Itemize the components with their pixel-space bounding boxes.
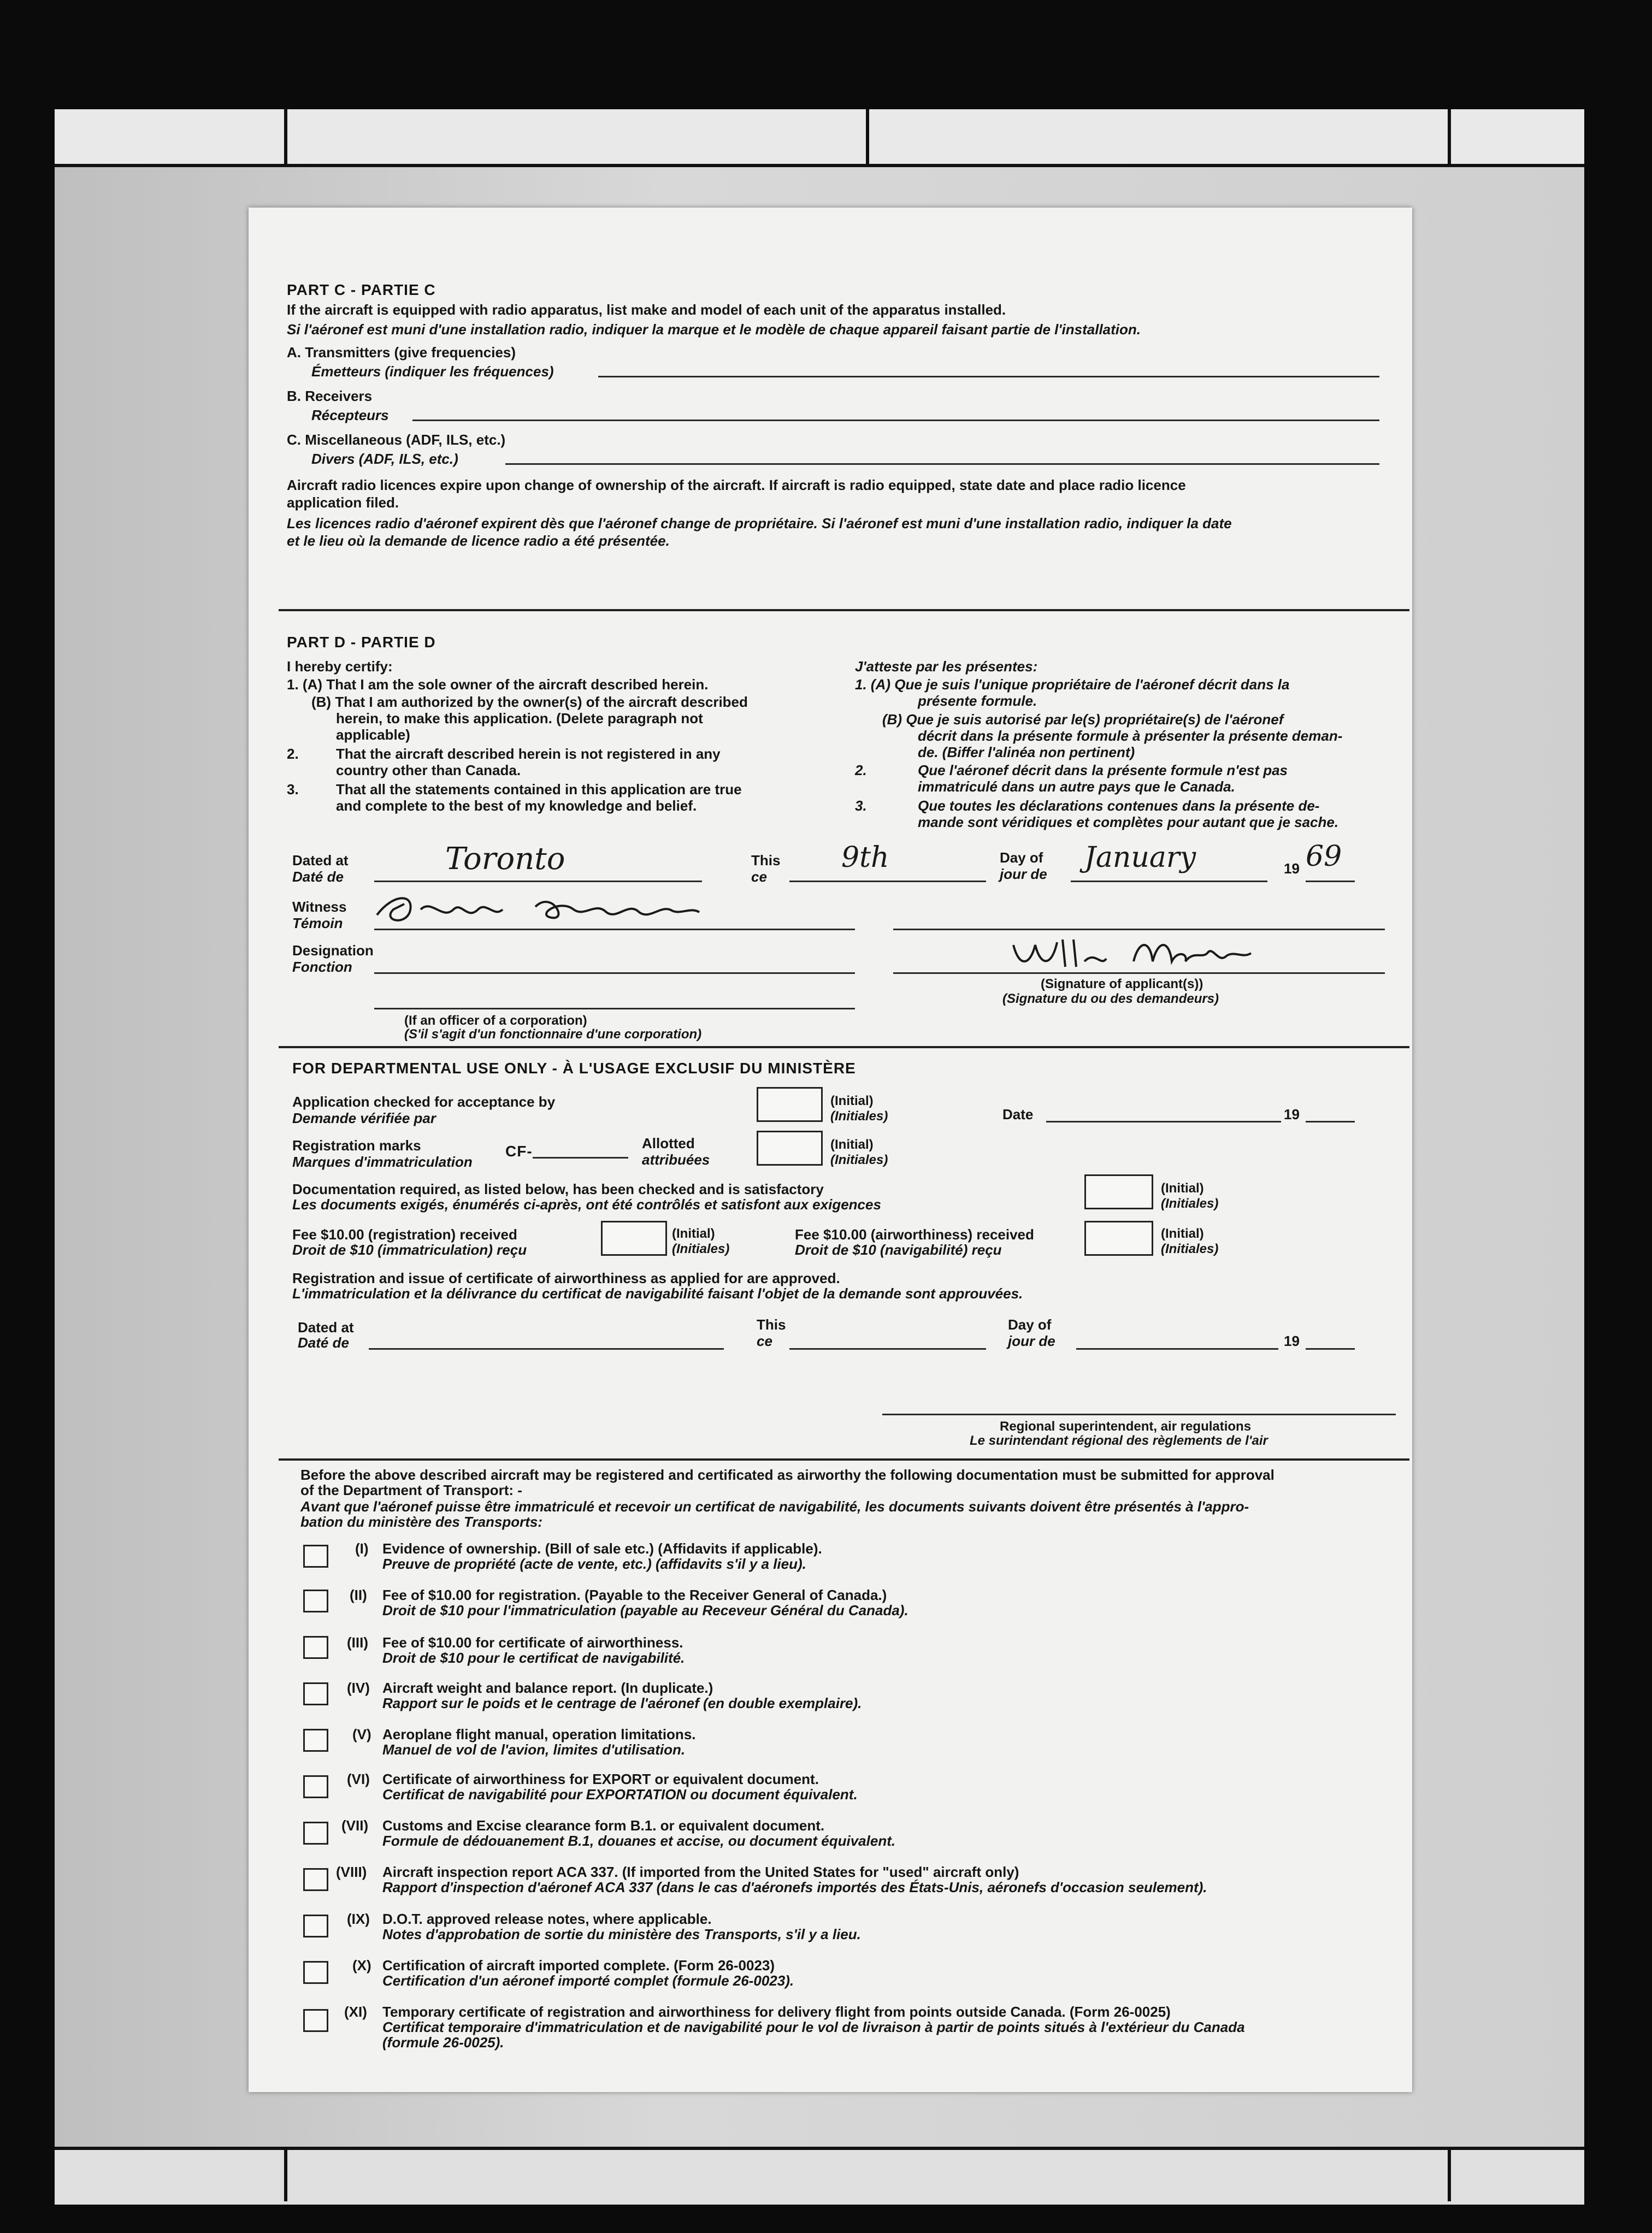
- misc-label-fr: Divers (ADF, ILS, etc.): [311, 451, 458, 467]
- licence-note-en-2: application filed.: [287, 494, 399, 511]
- dept-this-label-fr: ce: [757, 1333, 772, 1349]
- dept-dated-field[interactable]: [369, 1348, 724, 1350]
- dated-at-field[interactable]: [374, 881, 702, 882]
- doc-fr-ix: Notes d'approbation de sortie du ministère des Transports, s'il y a lieu.: [382, 1926, 861, 1942]
- cert-en-5: That the aircraft described herein is not registered in any: [336, 746, 721, 762]
- initial-label-fr: (Initiales): [1161, 1196, 1219, 1211]
- dept-month-field[interactable]: [1076, 1348, 1278, 1350]
- doc-en-x: Certification of aircraft imported complete. (Form 26-0023): [382, 1957, 775, 1974]
- fee-reg-label: Fee $10.00 (registration) received: [292, 1226, 517, 1243]
- doc-checkbox-viii[interactable]: [303, 1868, 328, 1891]
- dept-dated-label: Dated at: [298, 1319, 354, 1336]
- witness-signature: [371, 888, 710, 931]
- initial-label: (Initial): [830, 1137, 874, 1152]
- this-day-value: 9th: [841, 841, 889, 874]
- year-field[interactable]: [1306, 881, 1355, 882]
- checked-year: 19: [1284, 1106, 1300, 1123]
- doc-en-ix: D.O.T. approved release notes, where applicable.: [382, 1911, 712, 1927]
- receivers-field[interactable]: [412, 420, 1379, 421]
- fee-air-initial-box[interactable]: [1084, 1221, 1153, 1256]
- doc-fr-x: Certification d'un aéronef importé complet (formule 26-0023).: [382, 1972, 794, 1989]
- initial-label: (Initial): [830, 1094, 874, 1108]
- doc-en-xi: Temporary certificate of registration and airworthiness for delivery flight from points outside Canada. (Form 26-0025): [382, 2004, 1171, 2020]
- doc-num-viii: (VIII): [336, 1864, 367, 1880]
- cert-en-7: That all the statements contained in this application are true: [336, 781, 742, 798]
- doc-checkbox-vii[interactable]: [303, 1822, 328, 1845]
- witness-label-fr: Témoin: [292, 915, 343, 931]
- fee-reg-label-fr: Droit de $10 (immatriculation) reçu: [292, 1242, 527, 1258]
- approved-fr: L'immatriculation et la délivrance du certificat de navigabilité faisant l'objet de la demande sont approuvées.: [292, 1285, 1023, 1302]
- doc-en-ii: Fee of $10.00 for registration. (Payable to the Receiver General of Canada.): [382, 1587, 887, 1603]
- doc-checkbox-i[interactable]: [303, 1545, 328, 1568]
- docs-checked-label-fr: Les documents exigés, énumérés ci-après, ont été contrôlés et satisfont aux exigences: [292, 1196, 881, 1213]
- cert-en-3: herein, to make this application. (Delete paragraph not: [336, 710, 703, 726]
- doc-num-v: (V): [352, 1726, 371, 1742]
- initial-label-fr: (Initiales): [1161, 1242, 1219, 1256]
- cf-prefix: CF-: [505, 1143, 533, 1160]
- day-of-label: Day of: [1000, 849, 1043, 866]
- fee-reg-initial-box[interactable]: [601, 1221, 667, 1256]
- dated-at-label-fr: Daté de: [292, 869, 344, 885]
- licence-note-fr-2: et le lieu où la demande de licence radio a été présentée.: [287, 533, 670, 549]
- cert-en-1: 1. (A) That I am the sole owner of the aircraft described herein.: [287, 676, 709, 693]
- cert-fr-5: de. (Biffer l'alinéa non pertinent): [918, 744, 1135, 760]
- marks-label-fr: Marques d'immatriculation: [292, 1154, 473, 1170]
- docs-initial-box[interactable]: [1084, 1174, 1153, 1209]
- doc-en-i: Evidence of ownership. (Bill of sale etc.) (Affidavits if applicable).: [382, 1540, 822, 1557]
- initial-label-fr: (Initiales): [830, 1153, 888, 1167]
- marks-label: Registration marks: [292, 1137, 421, 1154]
- officer-caption-fr: (S'il s'agit d'un fonctionnaire d'une corporation): [404, 1027, 702, 1042]
- year-value: 69: [1306, 840, 1342, 873]
- doc-num-xi: (XI): [344, 2004, 367, 2020]
- doc-checkbox-ii[interactable]: [303, 1590, 328, 1612]
- doc-checkbox-iii[interactable]: [303, 1636, 328, 1659]
- doc-num-ix: (IX): [347, 1911, 370, 1927]
- doc-num-i: (I): [355, 1540, 369, 1557]
- doc-checkbox-xi[interactable]: [303, 2009, 328, 2032]
- fee-air-label: Fee $10.00 (airworthiness) received: [795, 1226, 1034, 1243]
- cert-fr-1: 1. (A) Que je suis l'unique propriétaire de l'aéronef décrit dans la: [855, 676, 1290, 693]
- doc-en-vi: Certificate of airworthiness for EXPORT or equivalent document.: [382, 1771, 819, 1787]
- allotted-label-fr: attribuées: [642, 1151, 710, 1168]
- doc-num-vi: (VI): [347, 1771, 370, 1787]
- doc-en-v: Aeroplane flight manual, operation limitations.: [382, 1726, 696, 1742]
- designation-label: Designation: [292, 942, 374, 959]
- docs-intro-fr-2: bation du ministère des Transports:: [300, 1514, 543, 1530]
- doc-fr-vii: Formule de dédouanement B.1, douanes et accise, ou document équivalent.: [382, 1833, 896, 1849]
- cert-en-8: and complete to the best of my knowledge and belief.: [336, 798, 697, 814]
- fee-air-label-fr: Droit de $10 (navigabilité) reçu: [795, 1242, 1002, 1258]
- cert-en-num2: 2.: [287, 746, 299, 762]
- transmitters-label: A. Transmitters (give frequencies): [287, 344, 516, 361]
- doc-en-iv: Aircraft weight and balance report. (In duplicate.): [382, 1680, 713, 1696]
- checked-year-field[interactable]: [1306, 1121, 1355, 1123]
- doc-checkbox-vi[interactable]: [303, 1775, 328, 1798]
- licence-note-en-1: Aircraft radio licences expire upon change of ownership of the aircraft. If aircraft is radio equipped, state date and place radio licence: [287, 477, 1186, 493]
- frame-divider: [1448, 109, 1451, 164]
- cert-fr-9: mande sont véridiques et complètes pour autant que je sache.: [918, 814, 1339, 830]
- dept-this-label: This: [757, 1316, 786, 1333]
- cert-en-num3: 3.: [287, 781, 299, 798]
- cert-en-4: applicable): [336, 726, 410, 743]
- receivers-label-fr: Récepteurs: [311, 407, 389, 423]
- section-divider: [279, 1046, 1409, 1048]
- doc-num-x: (X): [352, 1957, 371, 1974]
- approved-en: Registration and issue of certificate of airworthiness as applied for are approved.: [292, 1270, 840, 1286]
- doc-fr-i: Preuve de propriété (acte de vente, etc.) (affidavits s'il y a lieu).: [382, 1556, 806, 1572]
- doc-num-iii: (III): [347, 1634, 368, 1651]
- dept-heading: FOR DEPARTMENTAL USE ONLY - À L'USAGE EXCLUSIF DU MINISTÈRE: [292, 1060, 856, 1077]
- month-field[interactable]: [1071, 881, 1267, 882]
- part-c-intro-en: If the aircraft is equipped with radio apparatus, list make and model of each unit of the apparatus installed.: [287, 302, 1006, 318]
- dated-at-label: Dated at: [292, 852, 349, 869]
- month-value: January: [1084, 841, 1196, 874]
- initial-label: (Initial): [1161, 1226, 1204, 1241]
- doc-fr-iv: Rapport sur le poids et le centrage de l'aéronef (en double exemplaire).: [382, 1695, 862, 1711]
- signature-caption-fr: (Signature du ou des demandeurs): [1002, 991, 1219, 1006]
- dept-day-label-fr: jour de: [1008, 1333, 1055, 1349]
- checked-date-field[interactable]: [1046, 1121, 1281, 1123]
- checked-initial-box[interactable]: [757, 1087, 823, 1122]
- initial-label: (Initial): [672, 1226, 715, 1241]
- doc-en-iii: Fee of $10.00 for certificate of airworthiness.: [382, 1634, 683, 1651]
- section-divider: [279, 1458, 1409, 1461]
- doc-fr-vi: Certificat de navigabilité pour EXPORTATION ou document équivalent.: [382, 1786, 858, 1803]
- officer-caption-en: (If an officer of a corporation): [404, 1013, 587, 1028]
- date-label: Date: [1002, 1106, 1034, 1123]
- section-divider: [279, 609, 1409, 611]
- signature-caption-en: (Signature of applicant(s)): [1041, 977, 1203, 991]
- cert-fr-2: présente formule.: [918, 693, 1037, 709]
- misc-label: C. Miscellaneous (ADF, ILS, etc.): [287, 432, 506, 448]
- designation-label-fr: Fonction: [292, 959, 352, 975]
- doc-fr-viii: Rapport d'inspection d'aéronef ACA 337 (dans le cas d'aéronefs importés des États-Unis, aéronefs d'occasion seulement).: [382, 1879, 1207, 1895]
- doc-fr-v: Manuel de vol de l'avion, limites d'utilisation.: [382, 1741, 686, 1758]
- doc-checkbox-ix[interactable]: [303, 1915, 328, 1937]
- year-prefix: 19: [1284, 860, 1300, 877]
- cert-fr-8: Que toutes les déclarations contenues dans la présente de-: [918, 798, 1320, 814]
- doc-num-vii: (VII): [341, 1817, 369, 1834]
- receivers-label: B. Receivers: [287, 388, 373, 404]
- designation-field[interactable]: [374, 972, 855, 974]
- cert-en-2: (B) That I am authorized by the owner(s) of the aircraft described: [311, 694, 748, 710]
- cert-fr-num3: 3.: [855, 798, 867, 814]
- docs-intro-en-1: Before the above described aircraft may be registered and certificated as airworthy the following documentation must be submitted for approval: [300, 1467, 1275, 1483]
- superintendent-caption-fr: Le surintendant régional des règlements de l'air: [970, 1433, 1268, 1448]
- doc-checkbox-iv[interactable]: [303, 1682, 328, 1705]
- checked-label: Application checked for acceptance by: [292, 1094, 556, 1110]
- checked-label-fr: Demande vérifiée par: [292, 1110, 436, 1126]
- initial-label-fr: (Initiales): [830, 1109, 888, 1124]
- dept-year: 19: [1284, 1333, 1300, 1349]
- frame-divider: [1448, 2147, 1451, 2201]
- certify-en: I hereby certify:: [287, 658, 393, 675]
- docs-checked-label: Documentation required, as listed below, has been checked and is satisfactory: [292, 1181, 824, 1197]
- doc-fr-iii: Droit de $10 pour le certificat de navigabilité.: [382, 1650, 685, 1666]
- initial-label-fr: (Initiales): [672, 1242, 730, 1256]
- frame-divider: [284, 2147, 287, 2201]
- doc-fr-xi-2: (formule 26-0025).: [382, 2034, 504, 2051]
- initial-label: (Initial): [1161, 1181, 1204, 1196]
- doc-num-iv: (IV): [347, 1680, 370, 1696]
- witness-label: Witness: [292, 899, 347, 915]
- misc-field[interactable]: [505, 463, 1379, 465]
- docs-intro-fr-1: Avant que l'aéronef puisse être immatriculé et recevoir un certificat de navigabilité, les documents suivants doivent être présentés à l'appro-: [300, 1498, 1249, 1515]
- doc-en-viii: Aircraft inspection report ACA 337. (If imported from the United States for "used" aircraft only): [382, 1864, 1019, 1880]
- this-label: This: [751, 852, 781, 869]
- cert-fr-4: décrit dans la présente formule à présenter la présente deman-: [918, 728, 1343, 744]
- doc-fr-ii: Droit de $10 pour l'immatriculation (payable au Receveur Général du Canada).: [382, 1602, 908, 1618]
- applicant-signature: [1008, 929, 1259, 978]
- licence-note-fr-1: Les licences radio d'aéronef expirent dès que l'aéronef change de propriétaire. Si l'aéronef est muni d'une installation radio, indiquer la date: [287, 515, 1232, 531]
- cert-fr-3: (B) Que je suis autorisé par le(s) propriétaire(s) de l'aéronef: [882, 711, 1284, 728]
- superintendent-caption-en: Regional superintendent, air regulations: [1000, 1419, 1252, 1434]
- cert-fr-6: Que l'aéronef décrit dans la présente formule n'est pas: [918, 762, 1288, 778]
- marks-field[interactable]: [533, 1157, 628, 1159]
- transmitters-field[interactable]: [598, 376, 1379, 377]
- doc-checkbox-x[interactable]: [303, 1961, 328, 1984]
- frame-divider: [284, 109, 287, 164]
- cert-fr-7: immatriculé dans un autre pays que le Canada.: [918, 778, 1235, 795]
- dept-this-field[interactable]: [789, 1348, 986, 1350]
- part-d-heading: PART D - PARTIE D: [287, 634, 436, 651]
- frame-divider: [866, 109, 869, 164]
- part-c-heading: PART C - PARTIE C: [287, 281, 436, 298]
- application-form-page: [249, 208, 1412, 2092]
- certify-fr: J'atteste par les présentes:: [855, 658, 1038, 675]
- this-day-field[interactable]: [789, 881, 986, 882]
- doc-checkbox-v[interactable]: [303, 1729, 328, 1752]
- doc-num-ii: (II): [350, 1587, 367, 1603]
- dated-at-value: Toronto: [445, 841, 565, 877]
- part-c-intro-fr: Si l'aéronef est muni d'une installation radio, indiquer la marque et le modèle de chaque appareil faisant partie de l'installation.: [287, 321, 1141, 338]
- superintendent-signature-line[interactable]: [882, 1414, 1396, 1415]
- marks-initial-box[interactable]: [757, 1131, 823, 1166]
- cert-fr-num2: 2.: [855, 762, 867, 778]
- doc-fr-xi: Certificat temporaire d'immatriculation et de navigabilité pour le vol de livraison à partir de points situés à l'extérieur du Canada: [382, 2019, 1245, 2035]
- docs-intro-en-2: of the Department of Transport: -: [300, 1482, 522, 1498]
- dept-year-field[interactable]: [1306, 1348, 1355, 1350]
- dept-day-label: Day of: [1008, 1316, 1052, 1333]
- day-of-label-fr: jour de: [1000, 866, 1047, 882]
- doc-en-vii: Customs and Excise clearance form B.1. or equivalent document.: [382, 1817, 825, 1834]
- officer-field[interactable]: [374, 1008, 855, 1009]
- cert-en-6: country other than Canada.: [336, 762, 521, 778]
- dept-dated-label-fr: Daté de: [298, 1334, 349, 1351]
- this-label-fr: ce: [751, 869, 767, 885]
- transmitters-label-fr: Émetteurs (indiquer les fréquences): [311, 363, 554, 380]
- allotted-label: Allotted: [642, 1135, 695, 1151]
